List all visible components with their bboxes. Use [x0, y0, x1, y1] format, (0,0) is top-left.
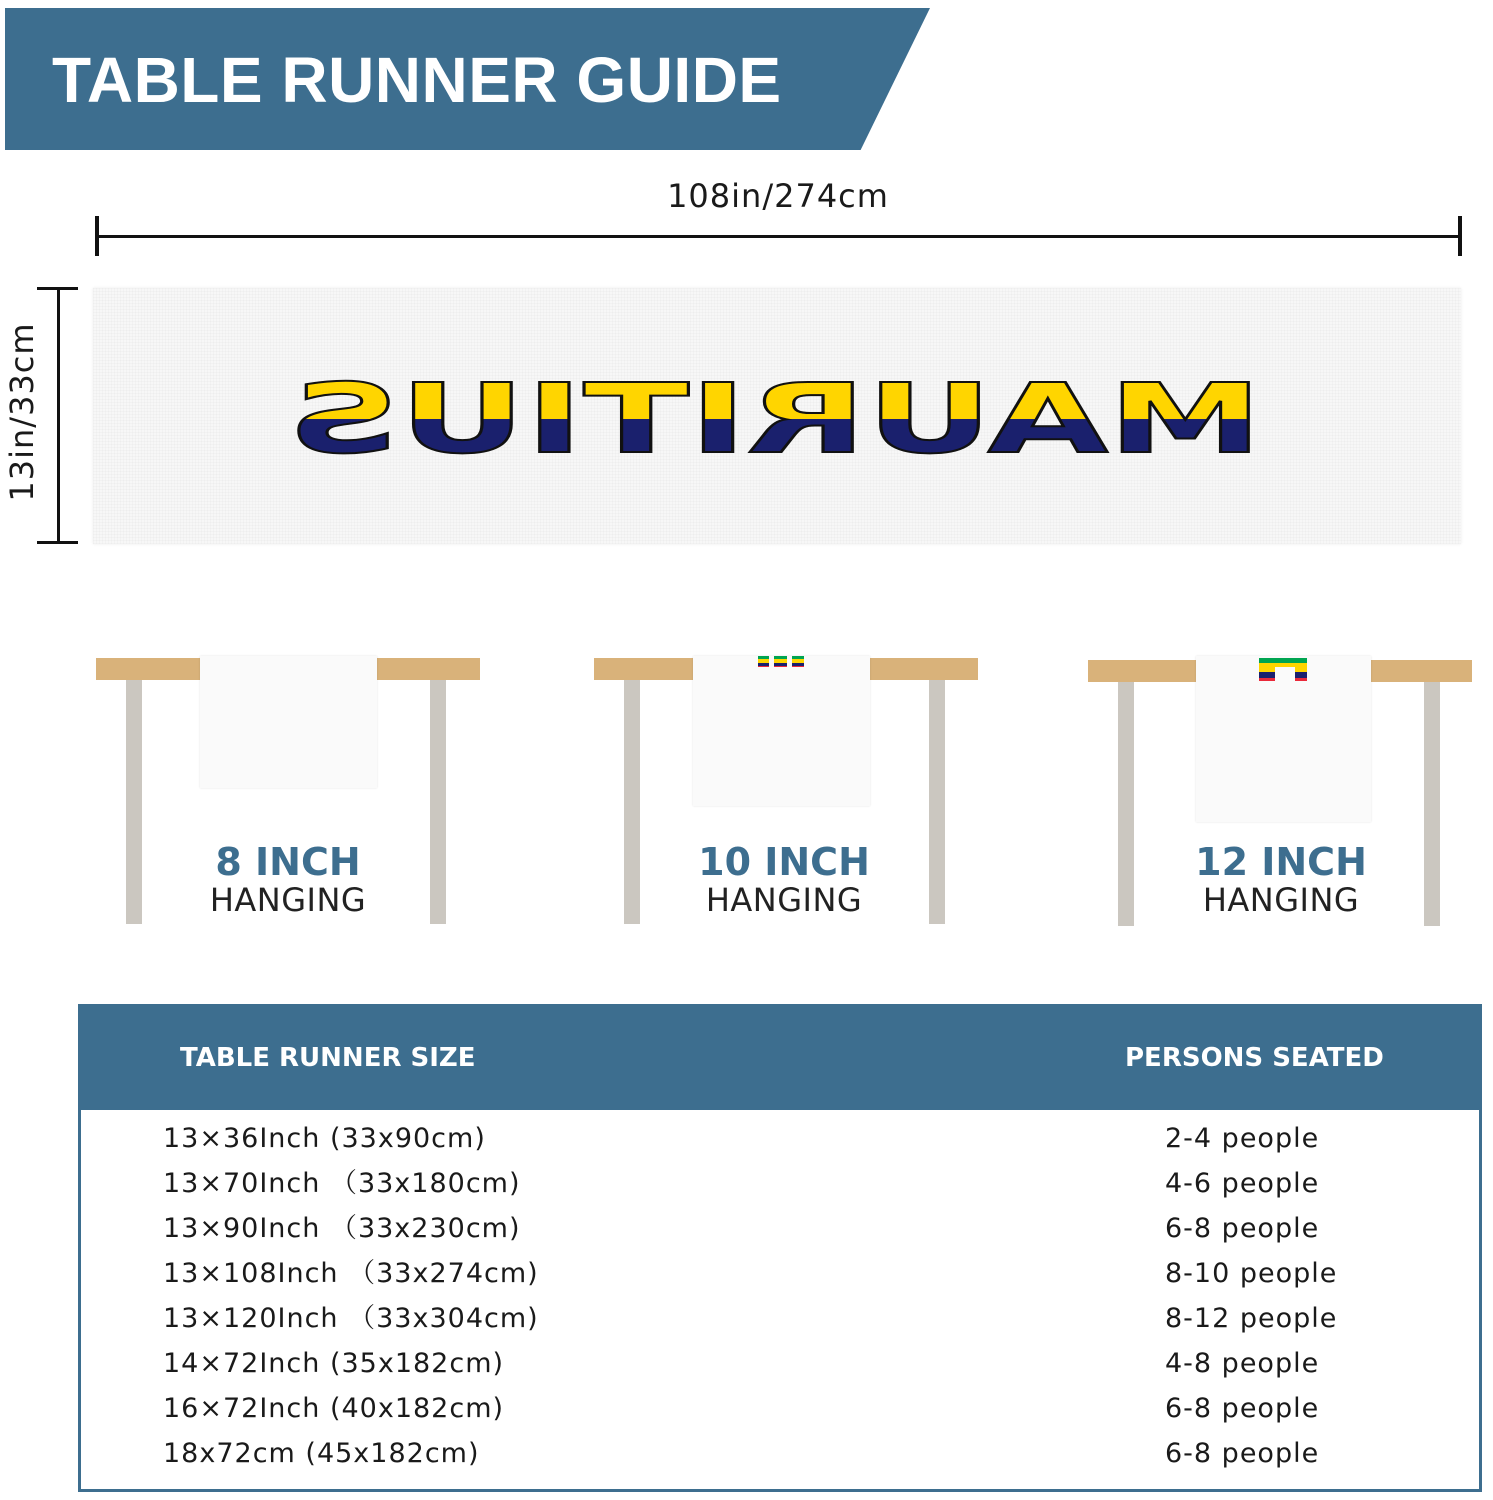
page-title: TABLE RUNNER GUIDE: [52, 44, 782, 116]
table-leg-left-12: [1118, 682, 1134, 926]
header-runner-size: TABLE RUNNER SIZE: [180, 1043, 476, 1073]
hanging-size-12: 12 INCH: [1195, 840, 1367, 884]
table-row: [160, 1296, 1400, 1341]
runner-size-cell: 13×70Inch （33x180cm): [163, 1168, 521, 1199]
table-leg-left-8: [126, 680, 142, 924]
runner-size-cell: 18x72cm (45x182cm): [163, 1438, 480, 1469]
persons-cell: 4-6 people: [1165, 1168, 1320, 1199]
length-dimension-cap-right: [1458, 216, 1462, 256]
header-persons-seated: PERSONS SEATED: [1125, 1043, 1384, 1073]
persons-cell: 2-4 people: [1165, 1123, 1320, 1154]
hanging-label-8: HANGING: [209, 881, 367, 919]
persons-cell: 8-12 people: [1165, 1303, 1338, 1334]
persons-cell: 6-8 people: [1165, 1438, 1320, 1469]
runner-size-cell: 14×72Inch (35x182cm): [163, 1348, 505, 1379]
table-leg-right-10: [929, 680, 945, 924]
table-row: [160, 1251, 1400, 1296]
runner-print: [93, 288, 1461, 544]
table-leg-right-12: [1424, 682, 1440, 926]
size-table-body: [160, 1116, 1400, 1476]
persons-cell: 6-8 people: [1165, 1393, 1320, 1424]
runner-print-fragment-12: [1196, 656, 1371, 688]
table-row: [160, 1116, 1400, 1161]
persons-cell: 4-8 people: [1165, 1348, 1320, 1379]
hanging-label-12: HANGING: [1202, 881, 1360, 919]
runner-print-fragment-10: [693, 656, 870, 676]
width-dimension-label: 13in/33cm: [3, 322, 41, 502]
length-dimension-cap-left: [95, 216, 99, 256]
hanging-label-10: HANGING: [705, 881, 863, 919]
table-row: [160, 1386, 1400, 1431]
runner-drape-12: [1196, 656, 1371, 822]
runner-drape-10: [693, 656, 870, 806]
runner-size-cell: 13×120Inch （33x304cm): [163, 1303, 539, 1334]
persons-cell: 8-10 people: [1165, 1258, 1338, 1289]
width-dimension-line: [57, 288, 60, 544]
hanging-size-10: 10 INCH: [698, 840, 870, 884]
table-leg-left-10: [624, 680, 640, 924]
runner-size-cell: 13×108Inch （33x274cm): [163, 1258, 539, 1289]
runner-size-cell: 13×90Inch （33x230cm): [163, 1213, 521, 1244]
runner-print-text: MAURITIUS: [287, 363, 1263, 475]
table-row: [160, 1206, 1400, 1251]
length-dimension-label: 108in/274cm: [667, 177, 889, 215]
persons-cell: 6-8 people: [1165, 1213, 1320, 1244]
table-leg-right-8: [430, 680, 446, 924]
hanging-size-8: 8 INCH: [215, 840, 361, 884]
table-runner-image: [93, 288, 1461, 544]
table-row: [160, 1161, 1400, 1206]
table-row: [160, 1431, 1400, 1476]
runner-size-cell: 13×36Inch (33x90cm): [163, 1123, 486, 1154]
runner-drape-8: [200, 656, 377, 788]
length-dimension-line: [97, 235, 1461, 238]
width-dimension-cap-bottom: [37, 541, 78, 544]
width-dimension-cap-top: [37, 287, 78, 290]
runner-size-cell: 16×72Inch (40x182cm): [163, 1393, 505, 1424]
table-row: [160, 1341, 1400, 1386]
